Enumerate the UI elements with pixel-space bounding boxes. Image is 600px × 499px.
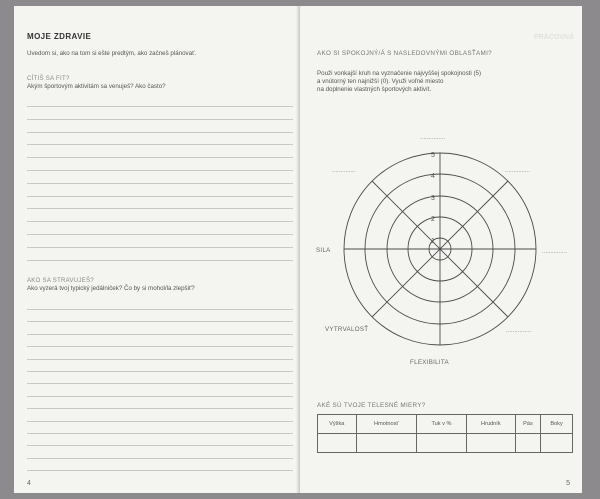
satisfaction-title: AKO SI SPOKOJNÝ/Á S NASLEDOVNÝMI OBLASŤAMI? [317, 50, 492, 57]
measure-input-cell[interactable] [541, 434, 573, 453]
writing-line[interactable] [27, 445, 293, 446]
writing-line[interactable] [27, 106, 293, 107]
writing-line[interactable] [27, 183, 293, 184]
scale-label-4: 4 [431, 173, 435, 180]
intro-text: Uvedom si, ako na tom si ešte predtým, ako začneš plánovať. [27, 50, 197, 57]
writing-line[interactable] [27, 458, 293, 459]
measure-input-cell[interactable] [466, 434, 515, 453]
writing-line[interactable] [27, 396, 293, 397]
writing-line[interactable] [27, 247, 293, 248]
writing-line[interactable] [27, 421, 293, 422]
wheel-label-sila: SILA [316, 247, 331, 254]
writing-line[interactable] [27, 132, 293, 133]
measure-input-cell[interactable] [417, 434, 467, 453]
writing-line[interactable] [27, 260, 293, 261]
section-diet-question: Ako vyzerá tvoj typický jedálniček? Čo by si mohol/la zlepšiť? [27, 285, 195, 292]
wheel-blank-right: ............... [542, 249, 568, 255]
writing-line[interactable] [27, 371, 293, 372]
writing-line[interactable] [27, 321, 293, 322]
page-title: MOJE ZDRAVIE [27, 32, 92, 41]
writing-line[interactable] [27, 144, 293, 145]
writing-line[interactable] [27, 408, 293, 409]
right-page [300, 6, 582, 493]
writing-line[interactable] [27, 119, 293, 120]
wheel-label-flexibilita: FLEXIBILITA [410, 359, 449, 366]
writing-line[interactable] [27, 346, 293, 347]
page-number-left: 4 [27, 480, 31, 487]
section-fit-question: Akým športovým aktivitám sa venuješ? Ako často? [27, 83, 166, 90]
measure-input-cell[interactable] [318, 434, 357, 453]
writing-line[interactable] [27, 196, 293, 197]
writing-line[interactable] [27, 309, 293, 310]
writing-line[interactable] [27, 157, 293, 158]
writing-line[interactable] [27, 234, 293, 235]
measures-table [317, 414, 573, 453]
column-header: Boky [541, 415, 573, 434]
measure-input-cell[interactable] [356, 434, 417, 453]
wheel-label-vytrvalost: VYTRVALOSŤ [325, 326, 369, 333]
column-header: Hmotnosť [356, 415, 417, 434]
writing-line[interactable] [27, 208, 293, 209]
measure-input-cell[interactable] [515, 434, 540, 453]
page-number-right: 5 [566, 480, 570, 487]
scale-label-1: 1 [431, 238, 435, 245]
column-header: Výška [318, 415, 357, 434]
section-diet-title: AKO SA STRAVUJEŠ? [27, 278, 95, 284]
writing-line[interactable] [27, 170, 293, 171]
wheel-blank-bottom-right: ............... [506, 328, 532, 334]
writing-line[interactable] [27, 383, 293, 384]
writing-line[interactable] [27, 433, 293, 434]
instruction-line-3: na doplnenie vlastných športových aktivít. [317, 86, 432, 93]
scale-label-2: 2 [431, 216, 435, 223]
header-ghost-text: PRACOVNÁ [533, 34, 574, 41]
section-fit-title: CÍTIŠ SA FIT? [27, 76, 70, 82]
wheel-blank-top-left: .............. [332, 168, 356, 174]
scale-label-5: 5 [431, 152, 435, 159]
writing-line[interactable] [27, 221, 293, 222]
instruction-line-1: Použi vonkajší kruh na vyznačenie najvyššej spokojnosti (5) [317, 70, 482, 77]
column-header: Tuk v % [417, 415, 467, 434]
writing-line[interactable] [27, 470, 293, 471]
column-header: Pás [515, 415, 540, 434]
left-page [14, 6, 300, 493]
scale-label-3: 3 [431, 195, 435, 202]
instruction-line-2: a vnútorný ten najnižší (0). Využi voľné miesto [317, 78, 444, 85]
column-header: Hrudník [466, 415, 515, 434]
measures-title: AKÉ SÚ TVOJE TELESNÉ MIERY? [317, 402, 426, 409]
wheel-blank-top: ............... [420, 135, 446, 141]
writing-line[interactable] [27, 334, 293, 335]
writing-line[interactable] [27, 359, 293, 360]
wheel-blank-top-right: ............... [505, 168, 531, 174]
